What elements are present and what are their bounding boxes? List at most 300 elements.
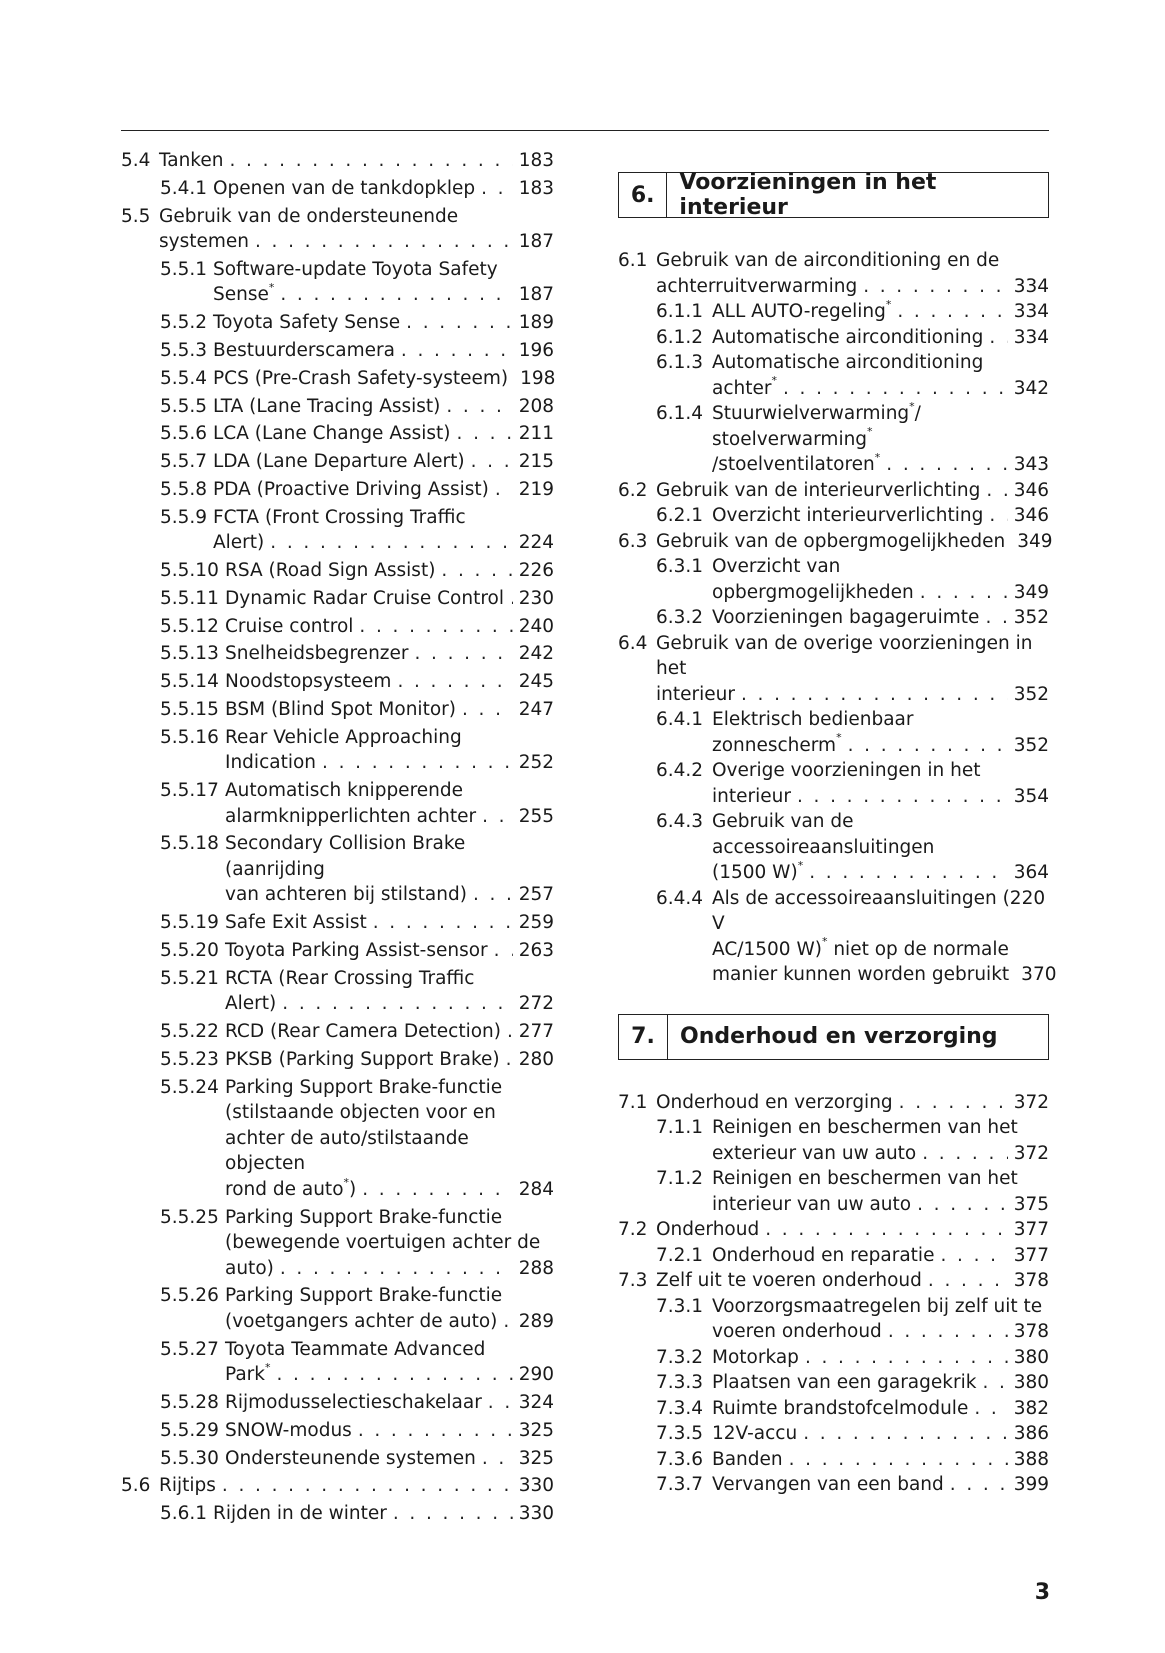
toc-entry-title: alarmknipperlichten achter — [225, 805, 477, 827]
toc-entry[interactable] — [618, 1090, 1049, 1116]
toc-entry-title: Cruise control — [225, 615, 354, 637]
toc-entry-title: Onderhoud en reparatie — [712, 1244, 935, 1266]
toc-entry-page: 240 — [518, 615, 554, 637]
toc-entry-title: LTA (Lane Tracing Assist) — [213, 395, 441, 417]
toc-entry-number: 6.2.1 — [656, 505, 704, 526]
toc-entry-page: 399 — [1013, 1474, 1049, 1495]
dot-leader — [940, 1243, 1007, 1269]
toc-entry-number: 5.5.7 — [160, 451, 208, 473]
toc-entry-title: Gebruik van de interieurverlichting — [656, 479, 981, 501]
toc-entry-page: 388 — [1013, 1448, 1049, 1470]
toc-entry-number: 5.5.30 — [160, 1447, 219, 1469]
toc-entry-title: FCTA (Front Crossing Traffic — [213, 506, 466, 528]
dot-leader — [848, 733, 1008, 759]
toc-entry-title: 12V-accu — [712, 1423, 798, 1444]
toc-entry-page: 330 — [518, 1475, 554, 1497]
toc-entry-title: Ondersteunende systemen — [225, 1447, 476, 1469]
toc-entry-page: 352 — [1013, 607, 1049, 628]
toc-entry-page: 352 — [1013, 683, 1049, 705]
toc-entry-number: 5.5.13 — [160, 643, 219, 665]
dot-leader — [803, 1421, 1007, 1447]
toc-entry-title: Reinigen en beschermen van het — [712, 1117, 1018, 1138]
footnote-asterisk: * — [264, 1360, 271, 1374]
toc-entry[interactable] — [121, 1205, 554, 1282]
toc-entry-page: 377 — [1013, 1219, 1049, 1240]
toc-entry-title: Sense — [213, 284, 269, 306]
toc-entry-page: 187 — [518, 231, 554, 253]
toc-entry-title: voeren onderhoud — [712, 1321, 882, 1342]
toc-entry-page: 377 — [1013, 1244, 1049, 1266]
toc-entry-page: 219 — [518, 478, 554, 500]
toc-entry[interactable] — [121, 176, 554, 202]
toc-entry[interactable] — [121, 421, 554, 447]
dot-leader — [406, 310, 513, 336]
toc-entry-title: Dynamic Radar Cruise Control — [225, 587, 504, 609]
dot-leader — [989, 325, 1007, 351]
toc-entry-page: 284 — [518, 1178, 554, 1200]
toc-entry-title: Gebruik van de overige voorzieningen in het — [656, 632, 1033, 679]
toc-entry-title: LCA (Lane Change Assist) — [213, 423, 451, 445]
toc-entry-title: Parking Support Brake-functie — [225, 1076, 503, 1098]
toc-entry-title: BSM (Blind Spot Monitor) — [225, 699, 456, 721]
toc-entry-title: Rijden in de winter — [213, 1503, 387, 1525]
toc-entry[interactable] — [618, 503, 1049, 529]
toc-entry-title: interieur — [656, 683, 735, 705]
toc-entry-number: 6.2 — [618, 479, 648, 501]
chapter-6-entries — [618, 248, 1057, 988]
toc-entry-number: 5.5.4 — [160, 367, 208, 389]
toc-entry-page: 226 — [518, 560, 554, 582]
toc-entry-page: 354 — [1013, 785, 1049, 807]
toc-entry-title: Onderhoud en verzorging — [656, 1091, 893, 1113]
toc-entry-number: 6.1.1 — [656, 301, 704, 322]
toc-entry-title: Vervangen van een band — [712, 1474, 944, 1495]
toc-entry-number: 6.1.2 — [656, 326, 704, 348]
chapter-title: Voorzieningen in het interieur — [679, 170, 937, 220]
toc-entry-title: Parking Support Brake-functie — [225, 1285, 503, 1307]
toc-entry-title: zonnescherm — [712, 734, 837, 756]
toc-entry-page: 364 — [1013, 862, 1049, 883]
dot-leader — [280, 1256, 513, 1282]
toc-entry-page: 280 — [518, 1048, 554, 1070]
dot-leader — [809, 860, 1007, 886]
toc-entry-title: (bewegende voertuigen achter de — [225, 1232, 541, 1254]
dot-leader — [229, 148, 512, 174]
toc-entry-page: 349 — [1017, 530, 1053, 552]
toc-entry-title: Toyota Parking Assist-sensor — [225, 940, 488, 962]
toc-entry-title: Stuurwielverwarming*/ — [712, 399, 921, 424]
toc-entry-page: 382 — [1013, 1397, 1049, 1419]
toc-entry-title: (voetgangers achter de auto) — [225, 1310, 498, 1332]
dot-leader — [495, 477, 513, 503]
toc-entry-title: Openen van de tankdopklep — [213, 177, 476, 199]
toc-entry[interactable] — [618, 401, 1049, 478]
toc-entry-title: Software-update Toyota Safety — [213, 258, 498, 280]
toc-entry[interactable] — [121, 338, 554, 364]
toc-entry-title: Onderhoud — [656, 1219, 760, 1240]
toc-entry-number: 5.5.11 — [160, 587, 219, 609]
dot-leader — [373, 910, 513, 936]
toc-entry[interactable] — [121, 831, 554, 908]
toc-entry-page: 183 — [518, 150, 554, 171]
toc-entry[interactable] — [121, 204, 554, 255]
toc-entry-title: Parking Support Brake-functie — [225, 1206, 503, 1228]
toc-entry-number: 5.6.1 — [160, 1503, 208, 1525]
toc-entry-number: 5.5.28 — [160, 1391, 219, 1413]
toc-entry-page: 252 — [518, 752, 554, 774]
toc-entry[interactable] — [121, 1075, 554, 1203]
toc-entry-page: 259 — [518, 912, 554, 934]
toc-entry[interactable] — [121, 1337, 554, 1388]
toc-entry-page: 330 — [518, 1503, 554, 1525]
toc-entry[interactable] — [121, 1283, 554, 1334]
dot-leader — [359, 614, 512, 640]
toc-entry-page: 334 — [1013, 301, 1049, 322]
toc-entry-title: Plaatsen van een garagekrik — [712, 1372, 977, 1393]
toc-entry[interactable] — [618, 1345, 1049, 1371]
toc-entry-page: 380 — [1013, 1346, 1049, 1368]
dot-leader — [974, 1396, 1007, 1422]
dot-leader — [928, 1268, 1008, 1294]
toc-entry[interactable] — [121, 586, 554, 612]
toc-entry-number: 5.5.6 — [160, 423, 208, 445]
chapter-7-header — [618, 1014, 1049, 1060]
toc-entry[interactable] — [121, 505, 554, 556]
toc-entry-title: LDA (Lane Departure Alert) — [213, 451, 465, 473]
toc-entry[interactable] — [618, 248, 1049, 299]
toc-entry[interactable] — [618, 478, 1049, 504]
toc-entry-number: 5.5.5 — [160, 395, 208, 417]
toc-entry[interactable] — [121, 449, 554, 475]
toc-entry[interactable] — [618, 758, 1049, 809]
toc-entry[interactable] — [618, 886, 1057, 988]
toc-entry-title: achter — [712, 377, 772, 399]
toc-entry-number: 7.1.1 — [656, 1117, 704, 1138]
toc-entry-title: RCD (Rear Camera Detection) — [225, 1021, 501, 1043]
toc-entry-number: 6.1.3 — [656, 352, 704, 373]
toc-right-column — [618, 148, 1057, 1498]
toc-entry[interactable] — [121, 778, 554, 829]
toc-entry[interactable] — [121, 257, 554, 308]
toc-entry-title: Rijtips — [159, 1475, 216, 1497]
toc-entry-page: 334 — [1013, 275, 1049, 297]
toc-entry[interactable] — [121, 1473, 554, 1499]
toc-entry[interactable] — [618, 1115, 1049, 1166]
dot-leader — [481, 176, 513, 202]
toc-entry-page: 245 — [518, 671, 554, 693]
dot-leader — [276, 1362, 512, 1388]
toc-entry-number: 5.5.24 — [160, 1076, 219, 1098]
toc-entry-title: opbergmogelijkheden — [712, 581, 914, 603]
toc-entry-number: 5.5.9 — [160, 506, 208, 528]
dot-leader — [358, 1418, 513, 1444]
toc-entry-title: exterieur van uw auto — [712, 1142, 917, 1164]
toc-entry-title: Bestuurderscamera — [213, 339, 395, 361]
toc-entry[interactable] — [618, 350, 1049, 401]
toc-entry-number: 6.4.2 — [656, 760, 704, 781]
dot-leader — [982, 1370, 1007, 1396]
toc-entry-title: Noodstopsysteem — [225, 671, 392, 693]
toc-entry[interactable] — [121, 148, 554, 174]
dot-leader — [888, 1319, 1008, 1345]
dot-leader — [255, 229, 513, 255]
toc-entry[interactable] — [618, 325, 1049, 351]
toc-entry-page: 324 — [518, 1391, 554, 1413]
toc-entry-number: 6.3.1 — [656, 556, 704, 577]
toc-entry-page: 288 — [518, 1257, 554, 1279]
toc-entry[interactable] — [121, 1446, 554, 1472]
toc-entry[interactable] — [618, 605, 1049, 631]
toc-entry-page: 196 — [518, 339, 554, 361]
toc-entry[interactable] — [121, 614, 554, 640]
toc-entry-page: 343 — [1013, 454, 1049, 475]
toc-entry-page: 198 — [520, 367, 556, 389]
toc-entry-page: 211 — [518, 423, 554, 445]
dot-leader — [482, 804, 513, 830]
toc-entry-page: 378 — [1013, 1270, 1049, 1291]
toc-entry[interactable] — [618, 1396, 1049, 1422]
toc-entry-number: 7.3.5 — [656, 1423, 704, 1444]
toc-entry-title: Alert) — [225, 993, 277, 1015]
dot-leader — [920, 580, 1008, 606]
dot-leader — [446, 394, 512, 420]
toc-entry-number: 7.1.2 — [656, 1168, 704, 1189]
toc-entry-page: 349 — [1013, 581, 1049, 603]
toc-entry-page: 247 — [518, 699, 554, 721]
toc-entry[interactable] — [618, 1217, 1049, 1243]
toc-entry[interactable] — [618, 1268, 1049, 1294]
toc-left-column — [121, 148, 554, 1529]
dot-leader — [950, 1472, 1008, 1498]
toc-entry-title: Rijmodusselectieschakelaar — [225, 1391, 482, 1413]
toc-entry[interactable] — [121, 366, 554, 392]
toc-entry-title: Park — [225, 1364, 265, 1386]
toc-entry-number: 7.1 — [618, 1091, 648, 1113]
toc-entry-page: 189 — [518, 312, 554, 334]
toc-entry-title: AC/1500 W)* niet op de normale — [712, 935, 1009, 960]
toc-entry-number: 5.5 — [121, 205, 151, 227]
dot-leader — [488, 1390, 513, 1416]
toc-entry-number: 5.5.1 — [160, 258, 208, 280]
toc-entry[interactable] — [618, 631, 1049, 708]
dot-leader — [917, 1192, 1008, 1218]
toc-entry[interactable] — [121, 1047, 554, 1073]
toc-entry[interactable] — [121, 1418, 554, 1444]
toc-entry-number: 5.5.14 — [160, 671, 219, 693]
toc-entry-title: rond de auto — [225, 1178, 344, 1200]
toc-entry-number: 7.3.4 — [656, 1397, 704, 1419]
toc-entry-page: 375 — [1013, 1193, 1049, 1215]
chapter-title: Onderhoud en verzorging — [680, 1024, 998, 1049]
toc-entry-title-suffix: ) — [349, 1178, 357, 1200]
toc-entry[interactable] — [121, 938, 554, 964]
toc-entry[interactable] — [618, 1421, 1049, 1447]
toc-entry-number: 6.1.4 — [656, 403, 704, 424]
toc-entry[interactable] — [121, 1019, 554, 1045]
dot-leader — [393, 1501, 513, 1527]
dot-leader — [510, 586, 513, 612]
dot-leader — [863, 274, 1008, 300]
dot-leader — [280, 282, 512, 308]
toc-entry-number: 5.5.8 — [160, 478, 208, 500]
toc-entry[interactable] — [121, 966, 554, 1017]
toc-entry-page: 372 — [1013, 1091, 1049, 1113]
toc-entry[interactable] — [121, 669, 554, 695]
toc-entry[interactable] — [121, 394, 554, 420]
toc-entry-page: 372 — [1013, 1142, 1049, 1164]
toc-entry-number: 5.5.20 — [160, 940, 219, 962]
toc-entry[interactable] — [121, 1390, 554, 1416]
toc-entry-title: Gebruik van de ondersteunende — [159, 205, 459, 227]
footnote-asterisk: * — [885, 297, 892, 311]
toc-entry-number: 7.3.6 — [656, 1448, 704, 1470]
toc-entry-title: achter de auto/stilstaande objecten — [225, 1127, 469, 1175]
toc-entry[interactable] — [121, 1501, 554, 1527]
dot-leader — [441, 558, 512, 584]
toc-entry-page: 325 — [518, 1447, 554, 1469]
toc-entry-number: 5.5.18 — [160, 833, 219, 855]
toc-entry-title: /stoelventilatoren — [712, 454, 875, 475]
toc-entry-number: 5.5.15 — [160, 699, 219, 721]
toc-entry-number: 6.4.3 — [656, 811, 704, 832]
toc-entry-title: Secondary Collision Brake (aanrijding — [225, 833, 466, 880]
toc-entry-number: 6.4.1 — [656, 709, 704, 730]
toc-entry-title: PKSB (Parking Support Brake) — [225, 1048, 500, 1070]
toc-entry-number: 7.3 — [618, 1270, 648, 1291]
toc-entry-title: Tanken — [159, 150, 224, 171]
chapter-6-header — [618, 172, 1049, 218]
toc-entry-page: 352 — [1013, 734, 1049, 756]
toc-entry-number: 5.5.25 — [160, 1206, 219, 1228]
dot-leader — [765, 1217, 1007, 1243]
toc-entry-page: 325 — [518, 1419, 554, 1441]
toc-entry[interactable] — [121, 697, 554, 723]
toc-entry-number: 5.5.29 — [160, 1419, 219, 1441]
toc-entry-number: 5.5.3 — [160, 339, 208, 361]
toc-entry-title: Overzicht interieurverlichting — [712, 505, 984, 526]
toc-entry[interactable] — [618, 1472, 1049, 1498]
dot-leader — [397, 669, 512, 695]
toc-entry-page: 334 — [1013, 326, 1049, 348]
dot-leader — [506, 1047, 513, 1073]
toc-entry-title: Elektrisch bedienbaar — [712, 709, 914, 730]
dot-leader — [322, 750, 513, 776]
dot-leader — [886, 452, 1007, 478]
toc-entry-title: Gebruik van de opbergmogelijkheden — [656, 530, 1006, 552]
toc-entry[interactable] — [121, 558, 554, 584]
toc-entry[interactable] — [618, 1370, 1049, 1396]
dot-leader — [783, 376, 1008, 402]
toc-entry-title: Zelf uit te voeren onderhoud — [656, 1270, 922, 1291]
toc-entry-number: 7.2 — [618, 1219, 648, 1240]
dot-leader — [989, 503, 1007, 529]
dot-leader — [899, 1090, 1008, 1116]
toc-entry-page: 230 — [518, 587, 554, 609]
toc-entry-title: Snelheidsbegrenzer — [225, 643, 409, 665]
toc-entry-page: 255 — [518, 805, 554, 827]
toc-entry-number: 5.5.23 — [160, 1048, 219, 1070]
toc-entry-title: Indication — [225, 752, 317, 774]
toc-entry[interactable] — [618, 1243, 1049, 1269]
toc-entry-title: achterruitverwarming — [656, 275, 858, 297]
toc-entry-page: 263 — [518, 940, 554, 962]
toc-entry-number: 5.4.1 — [160, 177, 208, 199]
toc-entry[interactable] — [618, 299, 1049, 325]
footnote-asterisk: * — [771, 374, 777, 388]
toc-entry-number: 6.4.4 — [656, 887, 704, 909]
top-rule — [121, 130, 1049, 131]
toc-entry-page: 346 — [1013, 505, 1049, 526]
toc-entry-title: Banden — [712, 1448, 783, 1470]
toc-entry-number: 6.3.2 — [656, 607, 704, 628]
toc-entry-page: 290 — [518, 1364, 554, 1386]
toc-entry-number: 5.5.12 — [160, 615, 219, 637]
footnote-asterisk: * — [836, 731, 842, 745]
toc-entry-page: 289 — [518, 1310, 554, 1332]
toc-entry-title: RSA (Road Sign Assist) — [225, 560, 436, 582]
toc-entry-number: 5.5.19 — [160, 912, 219, 934]
toc-entry-title: Voorzieningen bagageruimte — [712, 607, 980, 628]
toc-entry-title: stoelverwarming* — [712, 425, 873, 450]
toc-entry-page: 342 — [1013, 377, 1049, 399]
dot-leader — [282, 991, 512, 1017]
dot-leader — [482, 1446, 513, 1472]
toc-entry-title: Automatisch knipperende — [225, 780, 463, 802]
toc-entry[interactable] — [121, 477, 554, 503]
toc-entry[interactable] — [618, 1294, 1049, 1345]
toc-entry[interactable] — [121, 310, 554, 336]
toc-entry[interactable] — [618, 554, 1049, 605]
dot-leader — [897, 299, 1007, 325]
toc-entry[interactable] — [618, 809, 1049, 886]
dot-leader — [462, 697, 513, 723]
dot-leader — [797, 784, 1008, 810]
dot-leader — [985, 605, 1007, 631]
footnote-asterisk: * — [268, 281, 275, 295]
dot-leader — [494, 938, 513, 964]
dot-leader — [270, 530, 512, 556]
toc-entry[interactable] — [121, 641, 554, 667]
toc-entry-title: Rear Vehicle Approaching — [225, 726, 462, 748]
toc-entry-title: Toyota Teammate Advanced — [225, 1338, 486, 1360]
toc-entry-page: 370 — [1021, 964, 1057, 985]
footnote-asterisk: * — [343, 1175, 350, 1189]
toc-entry-title: SNOW-modus — [225, 1419, 352, 1441]
chapter-number: 7. — [619, 1015, 668, 1059]
toc-entry[interactable] — [121, 725, 554, 776]
toc-entry-title: Motorkap — [712, 1346, 799, 1368]
dot-leader — [503, 1309, 512, 1335]
toc-entry-number: 5.6 — [121, 1475, 151, 1497]
toc-entry-page: 215 — [518, 451, 554, 473]
toc-entry-title: Automatische airconditioning — [712, 352, 984, 373]
footnote-asterisk: * — [874, 450, 881, 464]
toc-entry[interactable] — [618, 1166, 1049, 1217]
toc-entry-number: 5.5.27 — [160, 1338, 219, 1360]
footnote-asterisk: * — [797, 858, 804, 872]
dot-leader — [922, 1141, 1007, 1167]
toc-entry-number: 5.5.21 — [160, 967, 219, 989]
toc-entry[interactable] — [618, 707, 1049, 758]
dot-leader — [805, 1345, 1008, 1371]
toc-entry-title: Als de accessoireaansluitingen (220 V — [712, 887, 1046, 934]
toc-entry[interactable] — [121, 910, 554, 936]
toc-entry[interactable] — [618, 1447, 1049, 1473]
toc-entry-page: 378 — [1013, 1321, 1049, 1342]
toc-entry-page: 257 — [518, 884, 554, 906]
toc-entry-page: 277 — [518, 1021, 554, 1043]
toc-entry[interactable] — [618, 529, 1053, 555]
